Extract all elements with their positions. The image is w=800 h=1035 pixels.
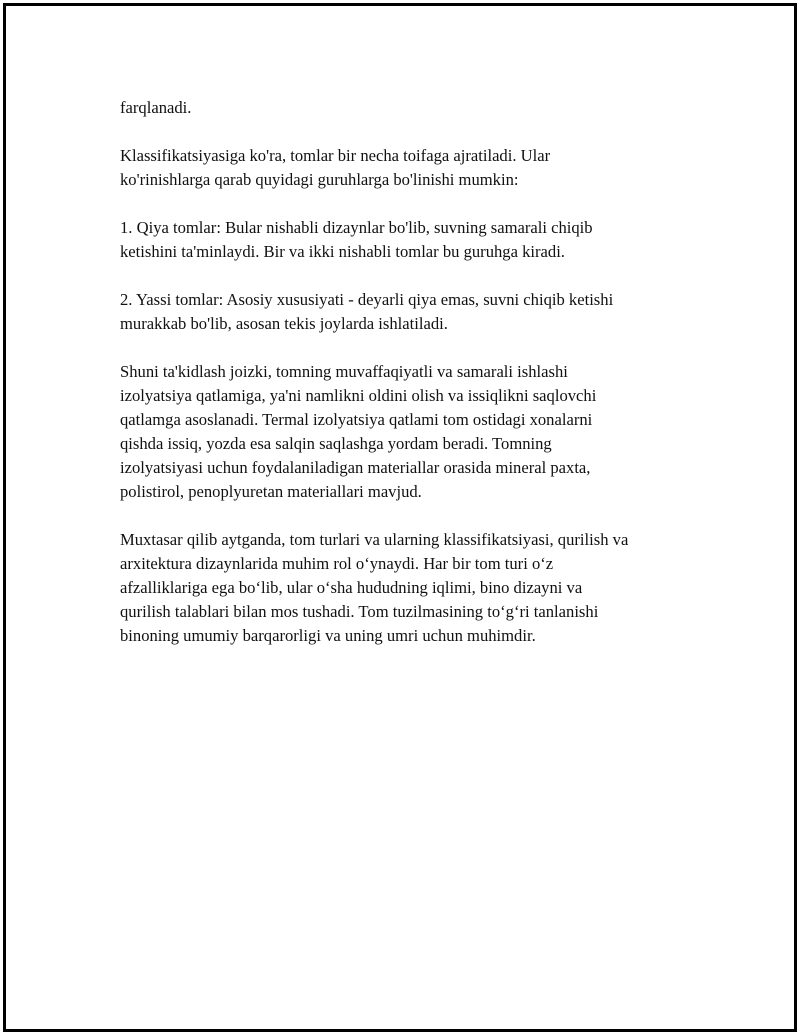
text-line: farqlanadi. — [120, 98, 192, 117]
document-body — [120, 96, 700, 672]
text-line: 2. Yassi tomlar: Asosiy xususiyati - deyarli qiya emas, suvni chiqib ketishi — [120, 290, 614, 309]
text-line: afzalliklariga ega bo‘lib, ular o‘sha hududning iqlimi, bino dizayni va — [120, 578, 583, 597]
text-line: qurilish talablari bilan mos tushadi. Tom tuzilmasining to‘g‘ri tanlanishi — [120, 602, 599, 621]
text-line: qishda issiq, yozda esa salqin saqlashga yordam beradi. Tomning — [120, 434, 552, 453]
text-line: Muxtasar qilib aytganda, tom turlari va ularning klassifikatsiyasi, qurilish va — [120, 530, 629, 549]
text-line: qatlamga asoslanadi. Termal izolyatsiya qatlami tom ostidagi xonalarni — [120, 410, 593, 429]
paragraph-classification-intro — [120, 144, 700, 192]
paragraph-flat-roofs — [120, 288, 700, 336]
text-line: ko'rinishlarga qarab quyidagi guruhlarga bo'linishi mumkin: — [120, 170, 519, 189]
text-line: ketishini ta'minlaydi. Bir va ikki nishabli tomlar bu guruhga kiradi. — [120, 242, 565, 261]
text-line: 1. Qiya tomlar: Bular nishabli dizaynlar bo'lib, suvning samarali chiqib — [120, 218, 593, 237]
text-line: Klassifikatsiyasiga ko'ra, tomlar bir necha toifaga ajratiladi. Ular — [120, 146, 551, 165]
text-line: izolyatsiya qatlamiga, ya'ni namlikni oldini olish va issiqlikni saqlovchi — [120, 386, 597, 405]
page-frame — [3, 3, 797, 1032]
paragraph-pitched-roofs — [120, 216, 700, 264]
text-line: polistirol, penoplyuretan materiallari mavjud. — [120, 482, 422, 501]
paragraph-insulation — [120, 360, 700, 504]
text-line: murakkab bo'lib, asosan tekis joylarda ishlatiladi. — [120, 314, 448, 333]
paragraph-continuation — [120, 96, 700, 120]
paragraph-conclusion — [120, 528, 700, 648]
text-line: arxitektura dizaynlarida muhim rol o‘ynaydi. Har bir tom turi o‘z — [120, 554, 554, 573]
text-line: binoning umumiy barqarorligi va uning umri uchun muhimdir. — [120, 626, 536, 645]
text-line: Shuni ta'kidlash joizki, tomning muvaffaqiyatli va samarali ishlashi — [120, 362, 568, 381]
text-line: izolyatsiyasi uchun foydalaniladigan materiallar orasida mineral paxta, — [120, 458, 591, 477]
